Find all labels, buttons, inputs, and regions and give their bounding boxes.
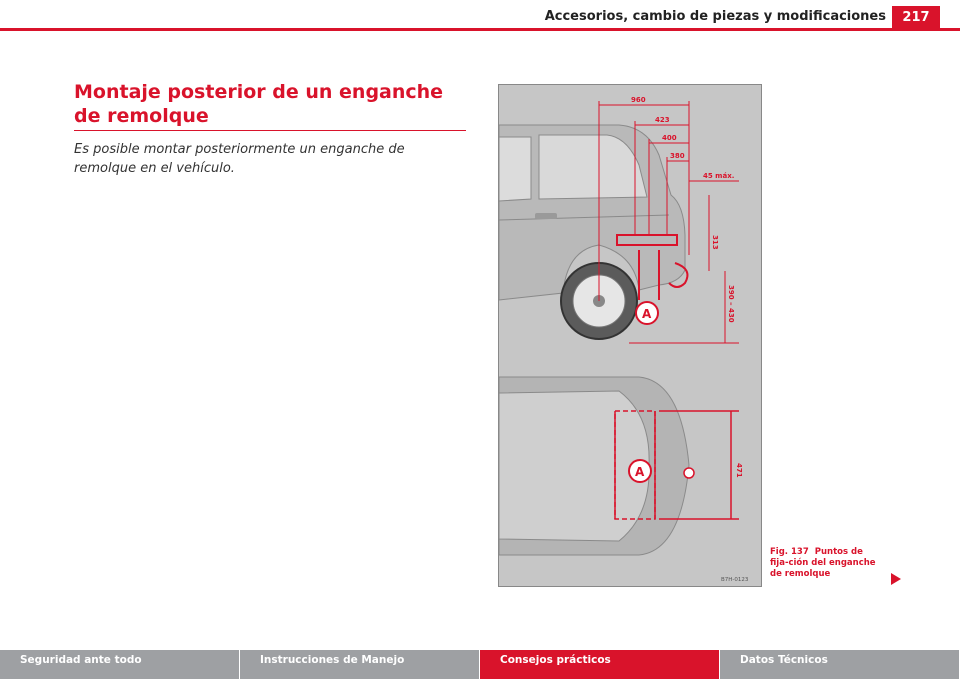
label-a-side: A <box>642 307 652 321</box>
footer-tab-datos[interactable]: Datos Técnicos <box>720 650 960 679</box>
figure-caption-text: Puntos de fija-ción del enganche de remolque <box>770 547 876 579</box>
label-a-top: A <box>635 465 645 479</box>
dim-471: 471 <box>735 463 743 478</box>
dim-390-430: 390 – 430 <box>727 285 735 323</box>
title-rule <box>74 130 466 131</box>
dim-313: 313 <box>711 235 719 250</box>
dim-423: 423 <box>655 116 670 124</box>
dim-45: 45 máx. <box>703 172 735 180</box>
tow-hitch-figure <box>498 84 762 587</box>
car-side-window-front <box>499 137 531 201</box>
footer-tab-instrucciones[interactable]: Instrucciones de Manejo <box>240 650 480 679</box>
header-title: Accesorios, cambio de piezas y modificaciones <box>544 9 886 24</box>
page-header <box>0 0 960 32</box>
dim-960: 960 <box>631 96 646 104</box>
section-title: Montaje posterior de un enganche de remolque <box>74 81 444 127</box>
footer-nav <box>0 650 960 679</box>
footer-tab-seguridad[interactable]: Seguridad ante todo <box>0 650 240 679</box>
page-number: 217 <box>892 6 940 28</box>
figure-number: Fig. 137 <box>770 547 809 557</box>
dim-400: 400 <box>662 134 677 142</box>
next-page-arrow-icon[interactable] <box>891 573 901 585</box>
dim-380: 380 <box>670 152 685 160</box>
figure-code: B7H-0123 <box>721 577 749 583</box>
header-rule <box>0 28 960 31</box>
figure-caption <box>770 547 880 580</box>
intro-text: Es posible montar posteriormente un enganche de remolque en el vehículo. <box>74 142 405 176</box>
footer-tab-consejos[interactable]: Consejos prácticos <box>480 650 720 679</box>
